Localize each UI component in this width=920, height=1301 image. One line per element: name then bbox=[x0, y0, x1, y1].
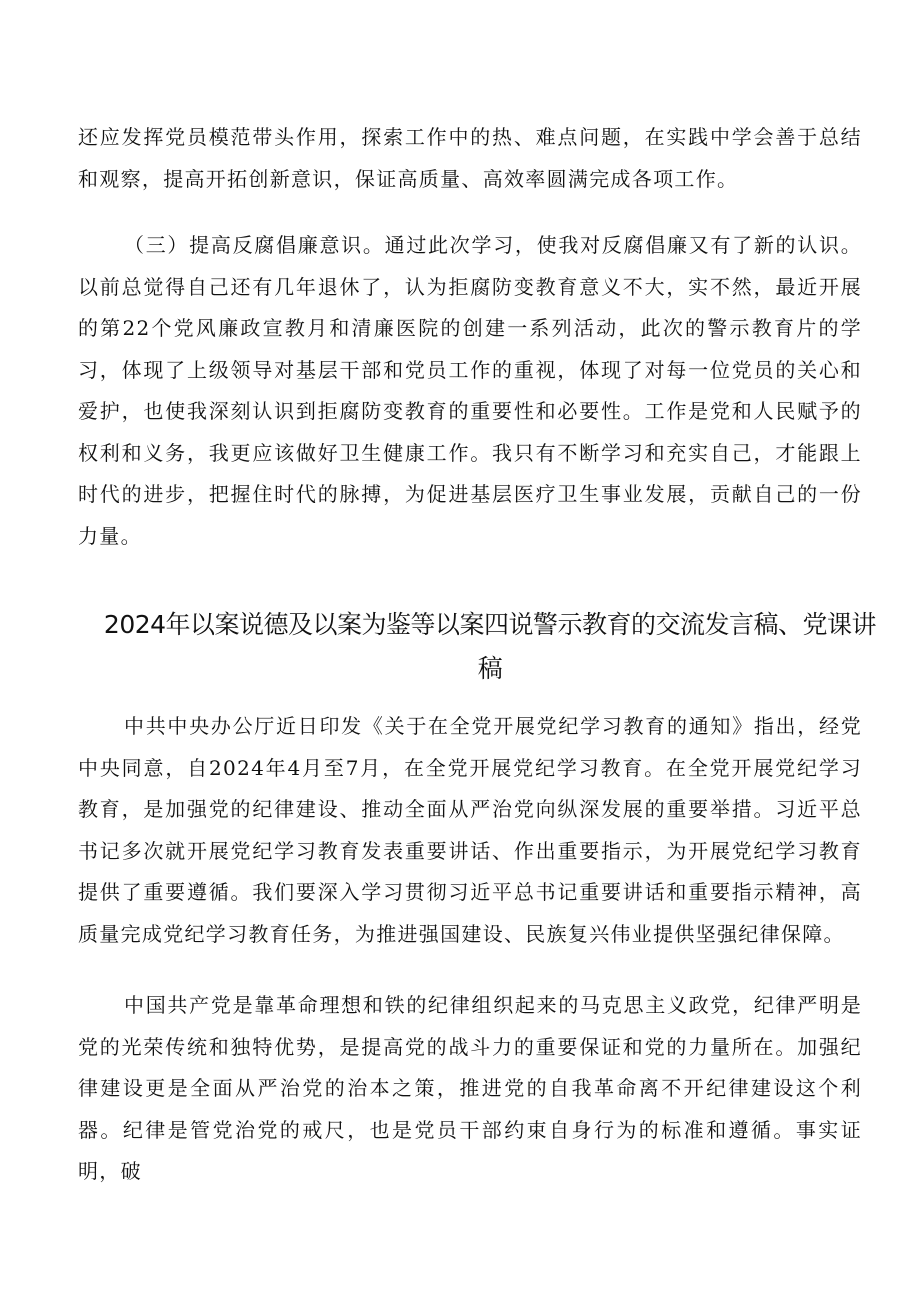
paragraph-party-discipline: 中国共产党是靠革命理想和铁的纪律组织起来的马克思主义政党，纪律严明是党的光荣传统和独特优势，是提高党的战斗力的重要保证和党的力量所在。加强纪律建设更是全面从严治党的治本之策，推进党的自我革命离不开纪律建设这个利器。纪律是管党治党的戒尺，也是党员干部约束自身行为的标准和遵循。事实证明，破 bbox=[78, 993, 862, 1183]
document-title: 2024年以案说德及以案为鉴等以案四说警示教育的交流发言稿、党课讲稿 bbox=[103, 610, 877, 683]
paragraph-notice: 中共中央办公厅近日印发《关于在全党开展党纪学习教育的通知》指出，经党中央同意，自2024年4月至7月，在全党开展党纪学习教育。在全党开展党纪学习教育，是加强党的纪律建设、推动全面从严治党向纵深发展的重要举措。习近平总书记多次就开展党纪学习教育发表重要讲话、作出重要指示，为开展党纪学习教育提供了重要遵循。我们要深入学习贯彻习近平总书记重要讲话和重要指示精神，高质量完成党纪学习教育任务，为推进强国建设、民族复兴伟业提供坚强纪律保障。 bbox=[78, 714, 862, 946]
paragraph-anti-corruption: （三）提高反腐倡廉意识。通过此次学习，使我对反腐倡廉又有了新的认识。以前总觉得自己还有几年退休了，认为拒腐防变教育意义不大，实不然，最近开展的第22个党风廉政宣教月和清廉医院的创建一系列活动，此次的警示教育片的学习，体现了上级领导对基层干部和党员工作的重视，体现了对每一位党员的关心和爱护，也使我深刻认识到拒腐防变教育的重要性和必要性。工作是党和人民赋予的权利和义务，我更应该做好卫生健康工作。我只有不断学习和充实自己，才能跟上时代的进步，把握住时代的脉搏，为促进基层医疗卫生事业发展，贡献自己的一份力量。 bbox=[78, 233, 862, 548]
paragraph-continued: 还应发挥党员模范带头作用，探索工作中的热、难点问题，在实践中学会善于总结和观察，提高开拓创新意识，保证高质量、高效率圆满完成各项工作。 bbox=[78, 125, 862, 191]
